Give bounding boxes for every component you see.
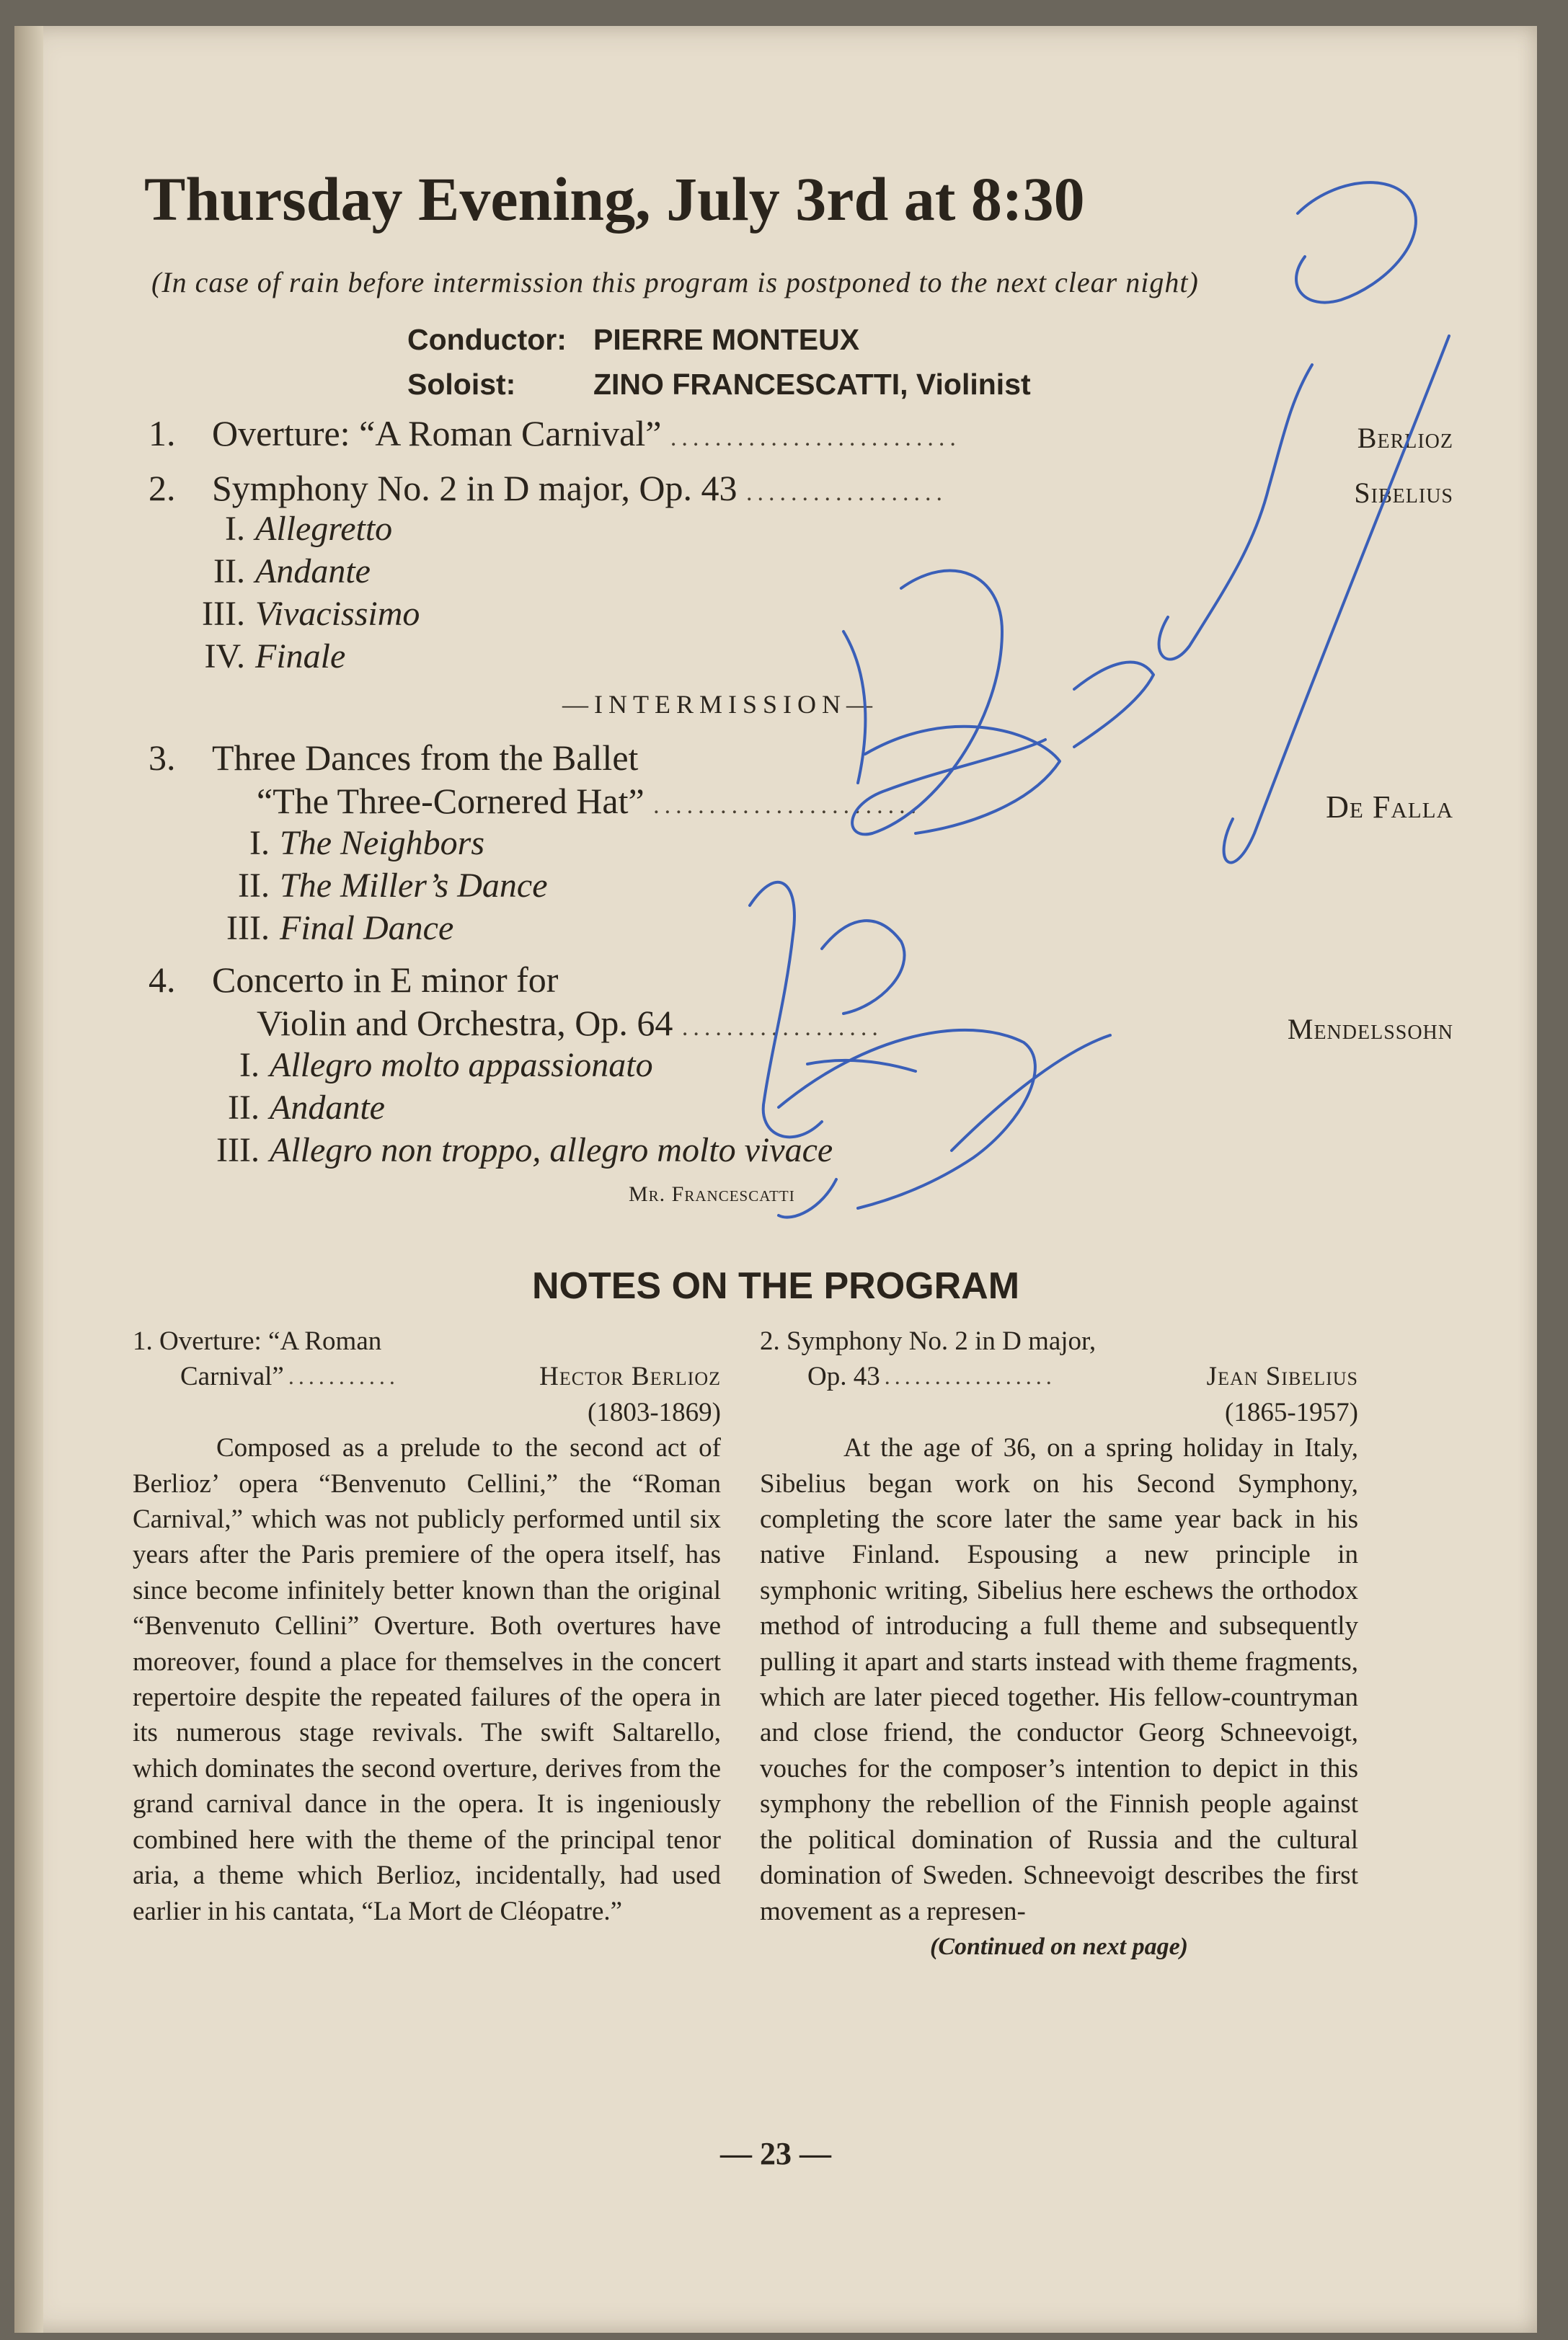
item-2-movement-4: IV. Finale bbox=[204, 637, 346, 675]
item-2-movement-1: I. Allegretto bbox=[225, 510, 393, 548]
item-4-movement-2: II. Andante bbox=[228, 1089, 385, 1127]
item-1-number: 1. bbox=[149, 413, 176, 453]
item-4-number: 4. bbox=[149, 960, 176, 1000]
intermission-label: —INTERMISSION— bbox=[562, 690, 879, 719]
signature-stroke-zz bbox=[1074, 662, 1153, 747]
signature-stroke-upper-letters bbox=[1159, 365, 1312, 660]
right-note-composer: Jean Sibelius bbox=[1206, 1362, 1358, 1392]
item-4-performer: Mr. Francescatti bbox=[629, 1182, 795, 1206]
item-3-number: 3. bbox=[149, 737, 176, 778]
rain-note: (In case of rain before intermission this program is postponed to the next clear night) bbox=[151, 266, 1199, 298]
item-3-title-line-1: Three Dances from the Ballet bbox=[212, 737, 639, 778]
soloist-name: ZINO FRANCESCATTI, Violinist bbox=[593, 368, 1031, 401]
item-4-movement-3: III. Allegro non troppo, allegro molto vivace bbox=[216, 1131, 833, 1169]
item-2-leader-dots: .................. bbox=[746, 479, 948, 506]
right-note-title-2: Op. 43 ................. Jean Sibelius bbox=[760, 1359, 1358, 1394]
item-3-leader-dots: ........................ bbox=[653, 792, 922, 819]
conductor-label: Conductor: bbox=[407, 323, 567, 356]
item-1-composer: Berlioz bbox=[1357, 422, 1453, 454]
page-number: — 23 — bbox=[720, 2136, 831, 2171]
item-4-title-text: Violin and Orchestra, Op. 64 bbox=[257, 1003, 673, 1043]
item-3-composer: De Falla bbox=[1326, 789, 1453, 825]
signature-stroke-lower-swoop bbox=[779, 1030, 1035, 1208]
continued-note: (Continued on next page) bbox=[930, 1933, 1188, 1960]
item-3-title-text: “The Three-Cornered Hat” bbox=[257, 781, 645, 821]
item-4-composer: Mendelssohn bbox=[1287, 1013, 1453, 1045]
signature-stroke-upper-bar bbox=[843, 631, 865, 783]
item-4-title-line-1: Concerto in E minor for bbox=[212, 960, 559, 1000]
notes-heading: NOTES ON THE PROGRAM bbox=[531, 1265, 1020, 1307]
item-2-number: 2. bbox=[149, 468, 176, 508]
soloist-label: Soloist: bbox=[407, 368, 516, 401]
left-note-title-2: Carnival” ........... Hector Berlioz bbox=[133, 1359, 721, 1394]
item-2-composer: Sibelius bbox=[1354, 477, 1453, 509]
conductor-name: PIERRE MONTEUX bbox=[593, 323, 860, 356]
signature-stroke-loop-top bbox=[1296, 182, 1416, 302]
item-1-leader-dots: .......................... bbox=[670, 425, 961, 451]
item-2-movement-3: III. Vivacissimo bbox=[202, 595, 420, 633]
right-note-dates: (1865-1957) bbox=[1225, 1397, 1358, 1427]
item-3-movement-3: III. Final Dance bbox=[226, 909, 454, 947]
left-note-title-1: 1. Overture: “A Roman bbox=[133, 1326, 382, 1356]
right-note-title-1: 2. Symphony No. 2 in D major, bbox=[760, 1326, 1097, 1356]
item-3-movement-1: I. The Neighbors bbox=[249, 824, 485, 862]
program-page bbox=[14, 26, 1537, 2333]
left-note-dates: (1803-1869) bbox=[588, 1397, 721, 1427]
signature-stroke-initial-loop bbox=[750, 882, 822, 1137]
page-title: Thursday Evening, July 3rd at 8:30 bbox=[144, 164, 1085, 234]
signature-stroke-descender bbox=[779, 1179, 836, 1218]
item-4-movement-1: I. Allegro molto appassionato bbox=[239, 1046, 653, 1084]
right-note-body: At the age of 36, on a spring holiday in Italy, Sibelius began work on his Second Symphony, completing the score later the same year back in his native Finland. Espousing a new principle in symphonic writing, Sibelius here eschews the orthodox method of introducing a full theme and subsequently pulling it apart and starts instead with theme fragments, which are later pieced together. His fellow-countryman and close friend, the conductor Georg Schneevoigt, vouches for the composer’s intention to depict in this symphony the rebellion of the Finnish people against the political domination of Russia and the cultural domination of Sweden. Schneevoigt describes the first movement as a represen- bbox=[760, 1433, 1358, 1926]
autograph-signature bbox=[14, 26, 1537, 2333]
item-2-title-text: Symphony No. 2 in D major, Op. 43 bbox=[212, 468, 738, 508]
item-2-movement-2: II. Andante bbox=[213, 552, 371, 590]
item-1-title-text: Overture: “A Roman Carnival” bbox=[212, 413, 662, 453]
left-note-composer: Hector Berlioz bbox=[539, 1362, 721, 1392]
signature-stroke-cross bbox=[807, 1060, 916, 1071]
signature-stroke-middle-loop bbox=[822, 921, 905, 1014]
signature-stroke-large-loop bbox=[852, 571, 1045, 835]
left-note-body: Composed as a prelude to the second act of Berlioz’ opera “Benvenuto Cellini,” the “Roman Carnival,” which was not publicly performed until six years after the Paris premiere of the opera itself, has since become infinitely better known than the original “Benvenuto Cellini” Overture. Both overtures have moreover, found a place for themselves in the concert repertoire despite the repeated failures of the opera in its numerous stage revivals. The swift Saltarello, which dominates the second overture, derives from the grand carnival dance in the opera. It is ingeniously combined here with the theme of the principal tenor aria, a theme which Berlioz, incidentally, had used earlier in his cantata, “La Mort de Cléopatre.” bbox=[133, 1433, 721, 1926]
signature-stroke-long-diagonal bbox=[1224, 336, 1449, 862]
item-4-leader-dots: .................. bbox=[681, 1014, 883, 1041]
signature-stroke-z-letter bbox=[865, 727, 1060, 833]
item-3-movement-2: II. The Miller’s Dance bbox=[238, 867, 548, 905]
